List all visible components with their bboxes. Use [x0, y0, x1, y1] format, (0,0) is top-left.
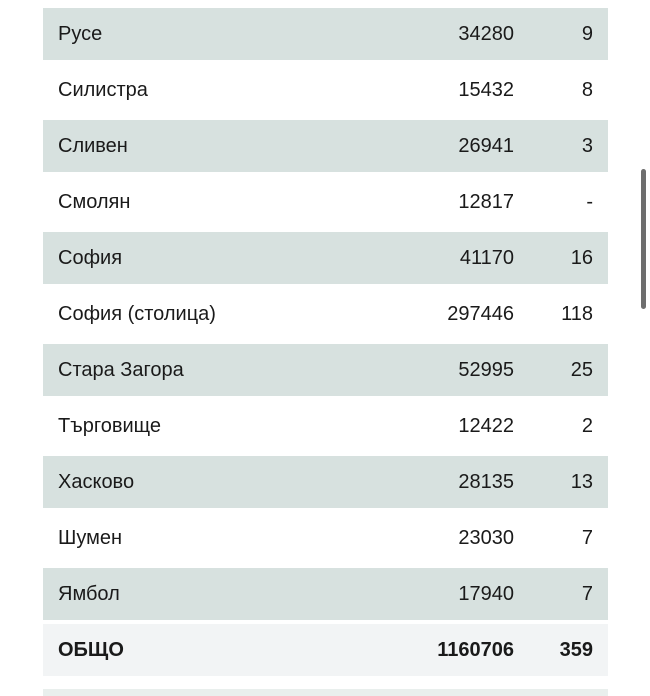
region-value-cell: 28135	[458, 471, 514, 493]
region-name-cell: Стара Загора	[58, 359, 184, 381]
region-value-cell: 15432	[458, 79, 514, 101]
table-row	[43, 512, 608, 564]
region-name-cell: Хасково	[58, 471, 135, 493]
region-value-cell: 26941	[458, 135, 514, 157]
region-count-cell: 2	[581, 415, 593, 437]
region-name-cell: София	[58, 247, 123, 269]
scrollbar-thumb[interactable]	[641, 169, 646, 309]
table-row	[43, 288, 608, 340]
regions-table	[43, 8, 608, 680]
region-value-cell: 52995	[458, 359, 514, 381]
region-count-cell: 25	[570, 359, 593, 381]
region-value-cell: 17940	[458, 583, 514, 605]
table-row	[43, 400, 608, 452]
region-count-cell: 7	[581, 527, 593, 549]
region-count-cell: 13	[570, 471, 593, 493]
table-row	[43, 176, 608, 228]
table-row	[43, 568, 608, 620]
region-count-cell: 8	[581, 79, 593, 101]
total-value-cell: 1160706	[437, 639, 514, 661]
region-value-cell: 297446	[447, 303, 514, 325]
total-count-cell: 359	[559, 639, 593, 661]
region-count-cell: 9	[581, 23, 593, 45]
region-value-cell: 12422	[458, 415, 514, 437]
table-row	[43, 344, 608, 396]
region-count-cell: 3	[581, 135, 593, 157]
table-row	[43, 232, 608, 284]
region-name-cell: Шумен	[58, 527, 123, 549]
region-value-cell: 41170	[459, 247, 514, 269]
region-name-cell: София (столица)	[58, 303, 216, 325]
table-rows-container	[43, 8, 608, 620]
region-name-cell: Силистра	[58, 79, 148, 101]
region-value-cell: 34280	[458, 23, 514, 45]
table-row	[43, 456, 608, 508]
region-name-cell: Смолян	[58, 191, 131, 213]
region-value-cell: 23030	[458, 527, 514, 549]
region-name-cell: Търговище	[58, 415, 161, 437]
total-label-cell: ОБЩО	[58, 639, 124, 661]
table-row	[43, 120, 608, 172]
region-name-cell: Русе	[58, 23, 103, 45]
region-count-cell: 16	[570, 247, 593, 269]
table-row	[43, 8, 608, 60]
next-row-partial	[43, 689, 608, 696]
region-name-cell: Сливен	[58, 135, 128, 157]
region-count-cell: 118	[561, 303, 593, 325]
region-count-cell: 7	[581, 583, 593, 605]
table-row	[43, 64, 608, 116]
region-name-cell: Ямбол	[58, 583, 120, 605]
region-value-cell: 12817	[458, 191, 514, 213]
region-count-cell: -	[586, 191, 593, 213]
table-total-row	[43, 624, 608, 676]
